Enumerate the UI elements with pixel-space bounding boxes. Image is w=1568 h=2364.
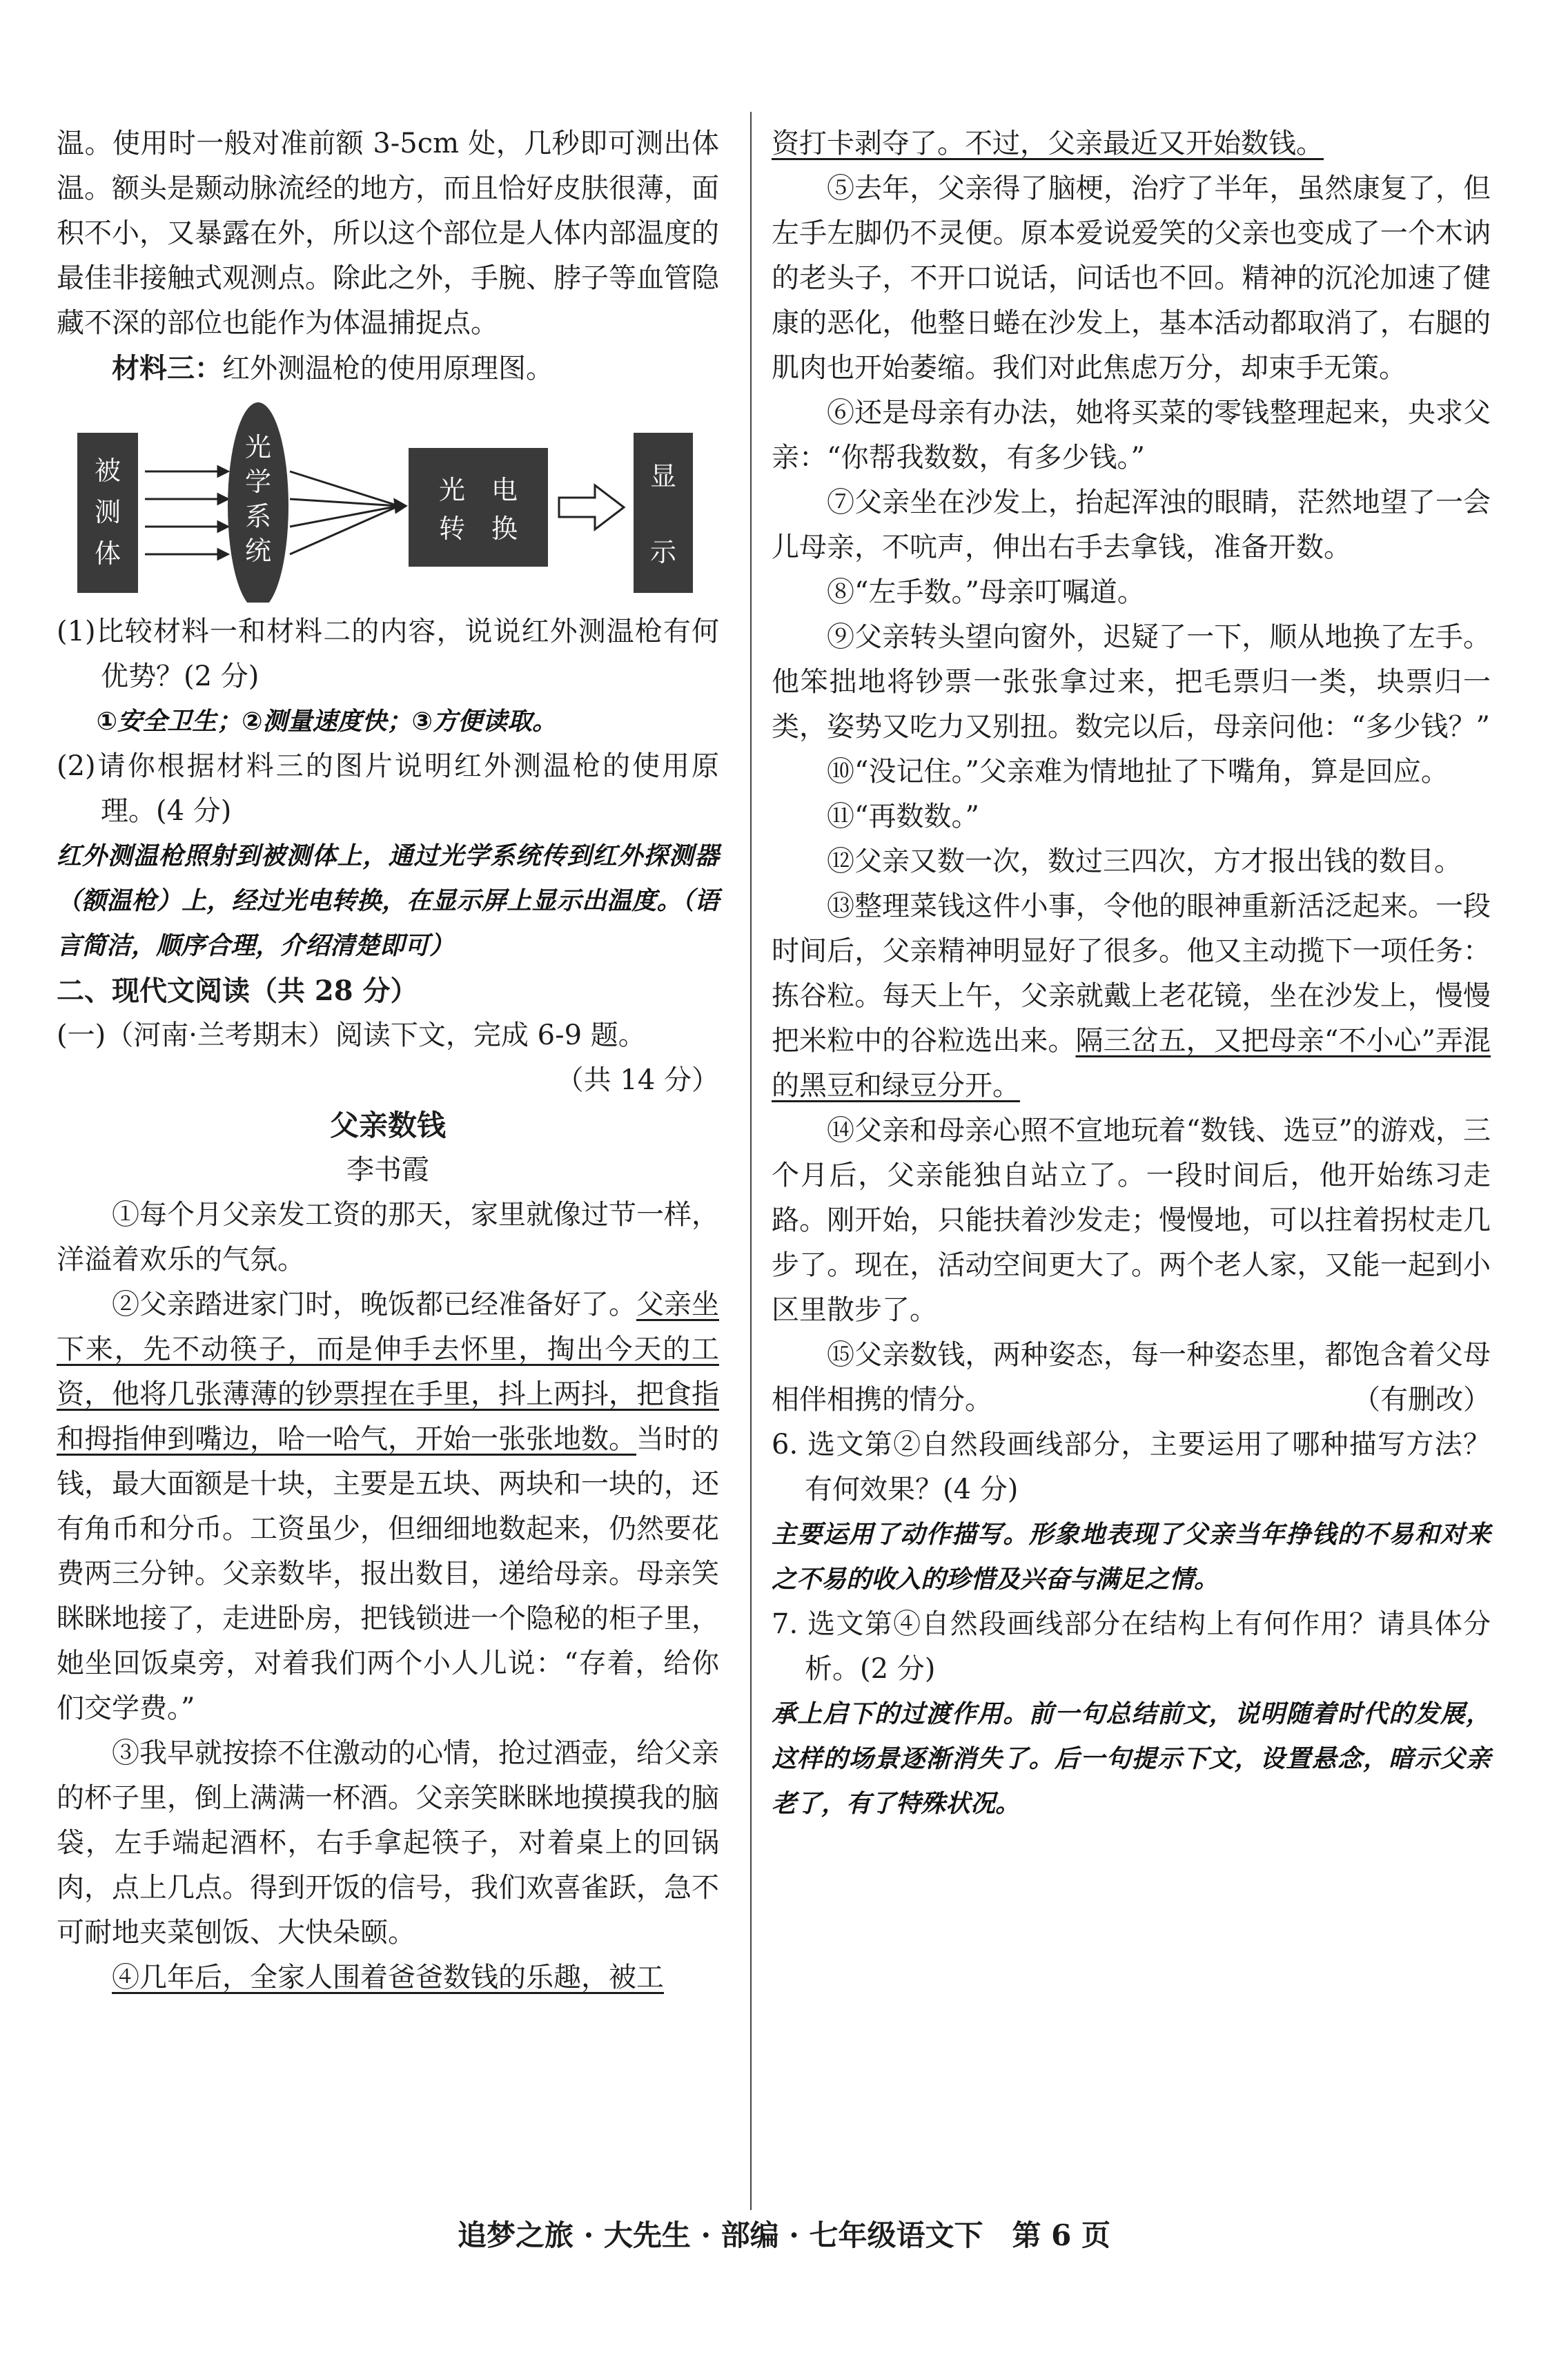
material3-caption [57,346,719,391]
input-arrows [145,467,228,559]
column-divider [750,112,752,2210]
story-paragraph-9: ⑨父亲转头望向窗外，迟疑了一下，顺从地换了左手。他笨拙地将钞票一张张拿过来，把毛票归一类，块票归一类，姿势又吃力又别扭。数完以后，母亲问他：“多少钱？” [772,621,1491,743]
infrared-diagram [57,395,719,603]
answer-2: 红外测温枪照射到被测体上，通过光学系统传到红外探测器（额温枪）上，经过光电转换，在显示屏上显示出温度。（语言简洁，顺序合理，介绍清楚即可） [57,842,719,960]
p2-rest: 当时的钱，最大面额是十块，主要是五块、两块和一块的，还有角币和分币。工资虽少，但细细地数起来，仍然要花费两三分钟。父亲数毕，报出数目，递给母亲。母亲笑眯眯地接了，走进卧房，把钱锁进一个隐秘的柜子里，她坐回饭桌旁，对着我们两个小人儿说：“存着，给你们交学费。” [57,1423,719,1724]
story-paragraph-13 [772,884,1491,1108]
story-author: 李书霞 [346,1154,429,1186]
optical-char-1: 光 [244,432,272,462]
material3-label: 材料三： [112,352,222,384]
story-paragraph-2 [57,1282,719,1731]
story-paragraph-1: ①每个月父亲发工资的那天，家里就像过节一样，洋溢着欢乐的气氛。 [57,1199,719,1276]
p15-text: ⑮父亲数钱，两种姿态，每一种姿态里，都饱含着父母相伴相携的情分。 [772,1339,1491,1416]
photoelectric-line-1: 光 电 [438,475,518,505]
story-paragraph-4-start [57,1955,719,2000]
photoelectric-box [409,448,548,567]
left-column [57,121,719,2000]
question-6: 6. 选文第②自然段画线部分，主要运用了哪种描写方法？有何效果？(4 分) [772,1429,1491,1505]
answer-7: 承上启下的过渡作用。前一句总结前文，说明随着时代的发展，这样的场景逐渐消失了。后一句提示下文，设置悬念，暗示父亲老了，有了特殊状况。 [772,1700,1491,1818]
story-paragraph-3: ③我早就按捺不住激动的心情，抢过酒壶，给父亲的杯子里，倒上满满一杯酒。父亲笑眯眯地摸摸我的脑袋，左手端起酒杯，右手拿起筷子，对着桌上的回锅肉，点上几点。得到开饭的信号，我们欢喜雀跃，急不可耐地夹菜刨饭、大快朵颐。 [57,1737,719,1948]
photoelectric-line-2: 转 换 [438,514,518,544]
diagram-svg [57,395,719,603]
question-1: (1)比较材料一和材料二的内容，说说红外测温枪有何优势？(2 分) [57,616,719,692]
display-char-2: 示 [649,537,677,567]
story-paragraph-8: ⑧“左手数。”母亲叮嘱道。 [827,576,1145,608]
question-2: (2)请你根据材料三的图片说明红外测温枪的使用原理。(4 分) [57,750,719,827]
question-7: 7. 选文第④自然段画线部分在结构上有何作用？请具体分析。(2 分) [772,1608,1491,1685]
section-heading: 二、现代文阅读（共 28 分） [57,975,418,1007]
story-paragraph-10: ⑩“没记住。”父亲难为情地扯了下嘴角，算是回应。 [827,756,1449,788]
p4-underlined-start: ④几年后，全家人围着爸爸数钱的乐趣，被工 [112,1962,664,1993]
p2-lead: ②父亲踏进家门时，晚饭都已经准备好了。 [112,1289,636,1320]
section-score: （共 14 分） [556,1064,719,1096]
story-title: 父亲数钱 [329,1108,446,1142]
story-paragraph-6: ⑥还是母亲有办法，她将买菜的零钱整理起来，央求父亲：“你帮我数数，有多少钱。” [772,397,1491,473]
p13-text: ⑬整理菜钱这件小事，令他的眼神重新活泛起来。一段时间后，父亲精神明显好了很多。他又主动揽下一项任务：拣谷粒。每天上午，父亲就戴上老花镜，坐在沙发上，慢慢把米粒中的谷粒选出来。 [772,890,1491,1057]
hollow-arrow [559,485,624,529]
story-paragraph-11: ⑪“再数数。” [827,801,979,832]
optical-char-4: 统 [244,536,272,566]
p4-underlined-end: 资打卡剥夺了。不过，父亲最近又开始数钱。 [772,128,1324,159]
optical-char-3: 系 [244,501,272,531]
material3-text: 红外测温枪的使用原理图。 [222,353,553,384]
answer-6: 主要运用了动作描写。形象地表现了父亲当年挣钱的不易和对来之不易的收入的珍惜及兴奋与满足之情。 [772,1521,1491,1594]
source-note: （有删改） [1353,1384,1491,1416]
display-char-1: 显 [649,461,677,491]
object-char-2: 测 [94,497,121,527]
object-char-1: 被 [94,456,121,486]
p2-underlined: 父亲坐下来，先不动筷子，而是伸手去怀里，掏出今天的工资，他将几张薄薄的钞票捏在手里，抖上两抖，把食指和拇指伸到嘴边，哈一哈气，开始一张张地数。 [57,1289,719,1455]
story-paragraph-7: ⑦父亲坐在沙发上，抬起浑浊的眼睛，茫然地望了一会儿母亲，不吭声，伸出右手去拿钱，准备开数。 [772,487,1491,563]
object-char-3: 体 [94,538,121,569]
page-footer: 追梦之旅 · 大先生 · 部编 · 七年级语文下 第 6 页 [457,2218,1111,2252]
p13-underlined: 隔三岔五，又把母亲“不小心”弄混的黑豆和绿豆分开。 [772,1025,1491,1102]
section-instruction: (一)（河南·兰考期末）阅读下文，完成 6-9 题。 [57,1019,646,1051]
optical-char-2: 学 [244,467,272,497]
answer-1: ①安全卫生；②测量速度快；③方便读取。 [96,707,558,736]
story-paragraph-14: ⑭父亲和母亲心照不宣地玩着“数钱、选豆”的游戏，三个月后，父亲能独自站立了。一段时间后，他开始练习走路。刚开始，只能扶着沙发走；慢慢地，可以拄着拐杖走几步了。现在，活动空间更大了。两个老人家，又能一起到小区里散步了。 [772,1115,1491,1326]
right-column [772,121,1491,1826]
story-paragraph-4-end [772,121,1491,166]
intro-paragraph: 温。使用时一般对准前额 3-5cm 处，几秒即可测出体温。额头是颞动脉流经的地方，而且恰好皮肤很薄，面积不小，又暴露在外，所以这个部位是人体内部温度的最佳非接触式观测点。除此之外，手腕、脖子等血管隐藏不深的部位也能作为体温捕捉点。 [57,128,719,339]
converging-arrows [290,471,406,554]
story-paragraph-5: ⑤去年，父亲得了脑梗，治疗了半年，虽然康复了，但左手左脚仍不灵便。原本爱说爱笑的父亲也变成了一个木讷的老头子，不开口说话，问话也不回。精神的沉沦加速了健康的恶化，他整日蜷在沙发上，基本活动都取消了，右腿的肌肉也开始萎缩。我们对此焦虑万分，却束手无策。 [772,173,1491,384]
display-box [634,433,693,593]
story-paragraph-12: ⑫父亲又数一次，数过三四次，方才报出钱的数目。 [827,846,1462,877]
story-paragraph-15 [772,1333,1491,1423]
